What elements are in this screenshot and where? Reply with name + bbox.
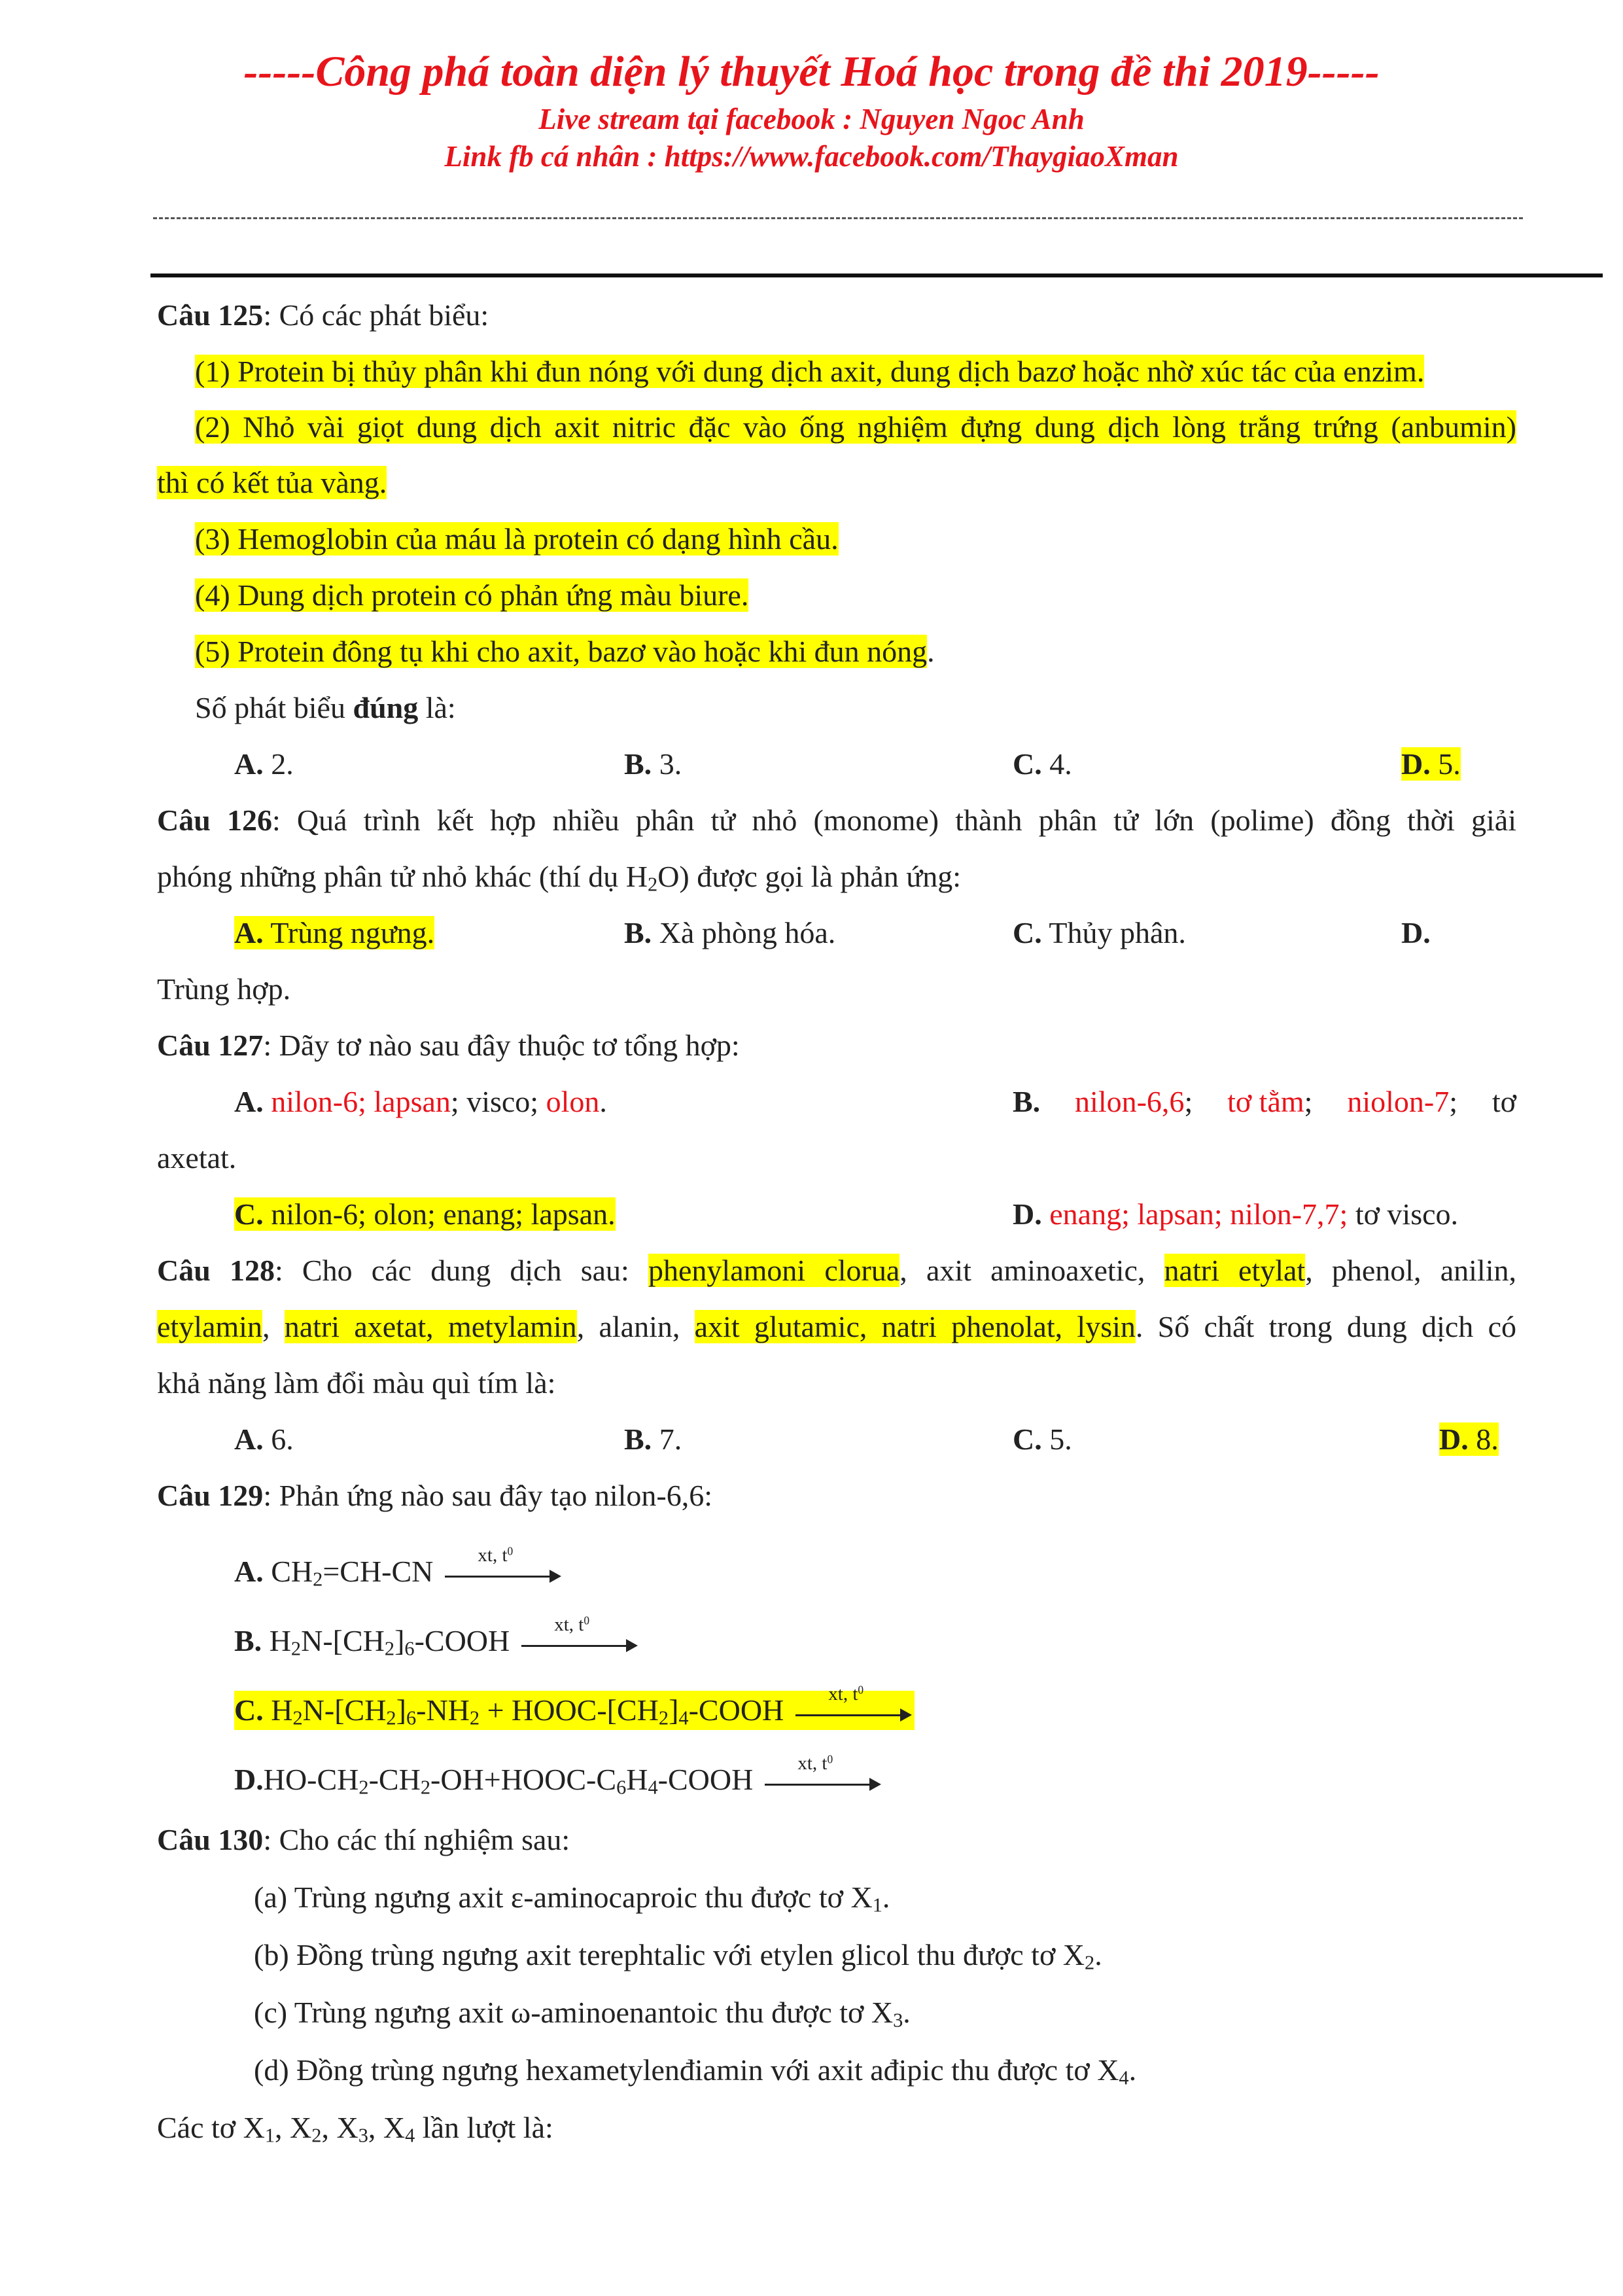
q127-option-b-cont: axetat.: [157, 1141, 237, 1174]
q125-statement-2-cont: thì có kết tủa vàng.: [157, 466, 387, 499]
q128-option-b[interactable]: B. 7.: [624, 1422, 682, 1456]
q126-stem-line1: Câu 126: Quá trình kết hợp nhiều phân tử nhỏ (monome) thành phân tử lớn (polime) đồng thời giải: [157, 804, 1516, 837]
q125-option-a[interactable]: A. 2.: [234, 747, 294, 781]
reaction-arrow: xt, $t^0$: [521, 1621, 638, 1661]
q125-statement-2: (2) Nhỏ vài giọt dung dịch axit nitric đặc vào ống nghiệm đựng dung dịch lòng trắng trứng (anbumin): [195, 410, 1516, 444]
q126-option-b[interactable]: B. Xà phòng hóa.: [624, 916, 836, 949]
q128-option-a[interactable]: A. 6.: [234, 1422, 294, 1456]
q125-question: Số phát biểu đúng là:: [195, 691, 456, 724]
q125-option-d[interactable]: D. 5.: [1401, 747, 1461, 781]
q129-option-a[interactable]: A. $CH_2=CH-CN$ xt, $t^0$: [234, 1552, 561, 1591]
reaction-arrow: xt, $t^0$: [795, 1691, 912, 1730]
q128-stem-line3: khả năng làm đổi màu quì tím là:: [157, 1366, 556, 1400]
q129-option-d[interactable]: $D.HO-CH_2-CH_2-OH+HOOC-C_6H_4$-COOH xt, $t^0$: [234, 1760, 881, 1799]
q130-item-b: (b) Đồng trùng ngưng axit terephtalic với etylen glicol thu được tơ $X_2$.: [254, 1938, 1102, 1974]
q129-option-b[interactable]: B. $H_2N-[CH_2]_6$-COOH xt, $t^0$: [234, 1621, 638, 1661]
q125-statement-5: (5) Protein đông tụ khi cho axit, bazơ vào hoặc khi đun nóng.: [195, 635, 935, 668]
q127-option-c[interactable]: C. nilon-6; olon; enang; lapsan.: [234, 1197, 616, 1231]
page-title: -----Công phá toàn diện lý thuyết Hoá học trong đề thi 2019-----: [243, 48, 1380, 96]
q125-stem: Câu 125: Có các phát biểu:: [157, 298, 489, 332]
q125-statement-3: (3) Hemoglobin của máu là protein có dạng hình cầu.: [195, 522, 839, 556]
q130-stem: Câu 130: Cho các thí nghiệm sau:: [157, 1823, 570, 1856]
livestream-line: Live stream tại facebook : Nguyen Ngoc Anh: [538, 103, 1085, 135]
dashed-divider: [153, 217, 1523, 219]
q127-option-b[interactable]: B. nilon-6,6; tơ tằm; niolon-7; tơ: [1013, 1085, 1516, 1118]
q127-stem: Câu 127: Dãy tơ nào sau đây thuộc tơ tổng hợp:: [157, 1029, 740, 1062]
q127-option-a[interactable]: A. nilon-6; lapsan; visco; olon.: [234, 1085, 607, 1118]
q126-stem-line2: phóng những phân tử nhỏ khác (thí dụ $H_2O$) được gọi là phản ứng:: [157, 860, 962, 896]
q128-stem-line1: Câu 128: Cho các dung dịch sau: phenylamoni clorua, axit aminoaxetic, natri etylat, phenol, anilin,: [157, 1254, 1516, 1287]
q130-item-a: (a) Trùng ngưng axit ε-aminocaproic thu được tơ $X_1$.: [254, 1881, 890, 1916]
q128-option-d[interactable]: D. 8.: [1439, 1422, 1499, 1456]
q126-option-d[interactable]: D.: [1401, 916, 1431, 949]
q129-option-c[interactable]: C. $H_2N-[CH_2]_6-NH_2$ + HOOC-$[CH_2]_4$-COOH xt, $t^0$: [234, 1691, 915, 1730]
q125-statement-4: (4) Dung dịch protein có phản ứng màu biure.: [195, 578, 749, 612]
q127-option-d[interactable]: D. enang; lapsan; nilon-7,7; tơ visco.: [1013, 1197, 1459, 1231]
q130-item-d: (d) Đồng trùng ngưng hexametylenđiamin với axit ađipic thu được tơ $X_4$.: [254, 2053, 1137, 2089]
reaction-arrow: xt, $t^0$: [445, 1552, 561, 1591]
q126-option-c[interactable]: C. Thủy phân.: [1013, 916, 1186, 949]
q125-option-c[interactable]: C. 4.: [1013, 747, 1072, 781]
q130-final-question: Các tơ $X_1$, $X_2$, $X_3$, $X_4$ lần lượt là:: [157, 2111, 553, 2147]
reaction-arrow: xt, $t^0$: [765, 1760, 881, 1799]
q129-stem: Câu 129: Phản ứng nào sau đây tạo nilon-6,6:: [157, 1479, 713, 1512]
q125-option-b[interactable]: B. 3.: [624, 747, 682, 781]
facebook-link[interactable]: Link fb cá nhân : https://www.facebook.com/ThaygiaoXman: [444, 140, 1179, 173]
header-rule: [150, 274, 1603, 277]
q128-option-c[interactable]: C. 5.: [1013, 1422, 1072, 1456]
q126-option-d-cont: Trùng hợp.: [157, 972, 291, 1006]
q126-option-a[interactable]: A. Trùng ngưng.: [234, 916, 435, 949]
q125-statement-1: (1) Protein bị thủy phân khi đun nóng với dung dịch axit, dung dịch bazơ hoặc nhờ xúc tác của enzim.: [195, 355, 1425, 388]
q130-item-c: (c) Trùng ngưng axit ω-aminoenantoic thu được tơ $X_3$.: [254, 1996, 911, 2032]
q128-stem-line2: etylamin, natri axetat, metylamin, alanin, axit glutamic, natri phenolat, lysin. Số chất trong dung dịch có: [157, 1310, 1517, 1343]
